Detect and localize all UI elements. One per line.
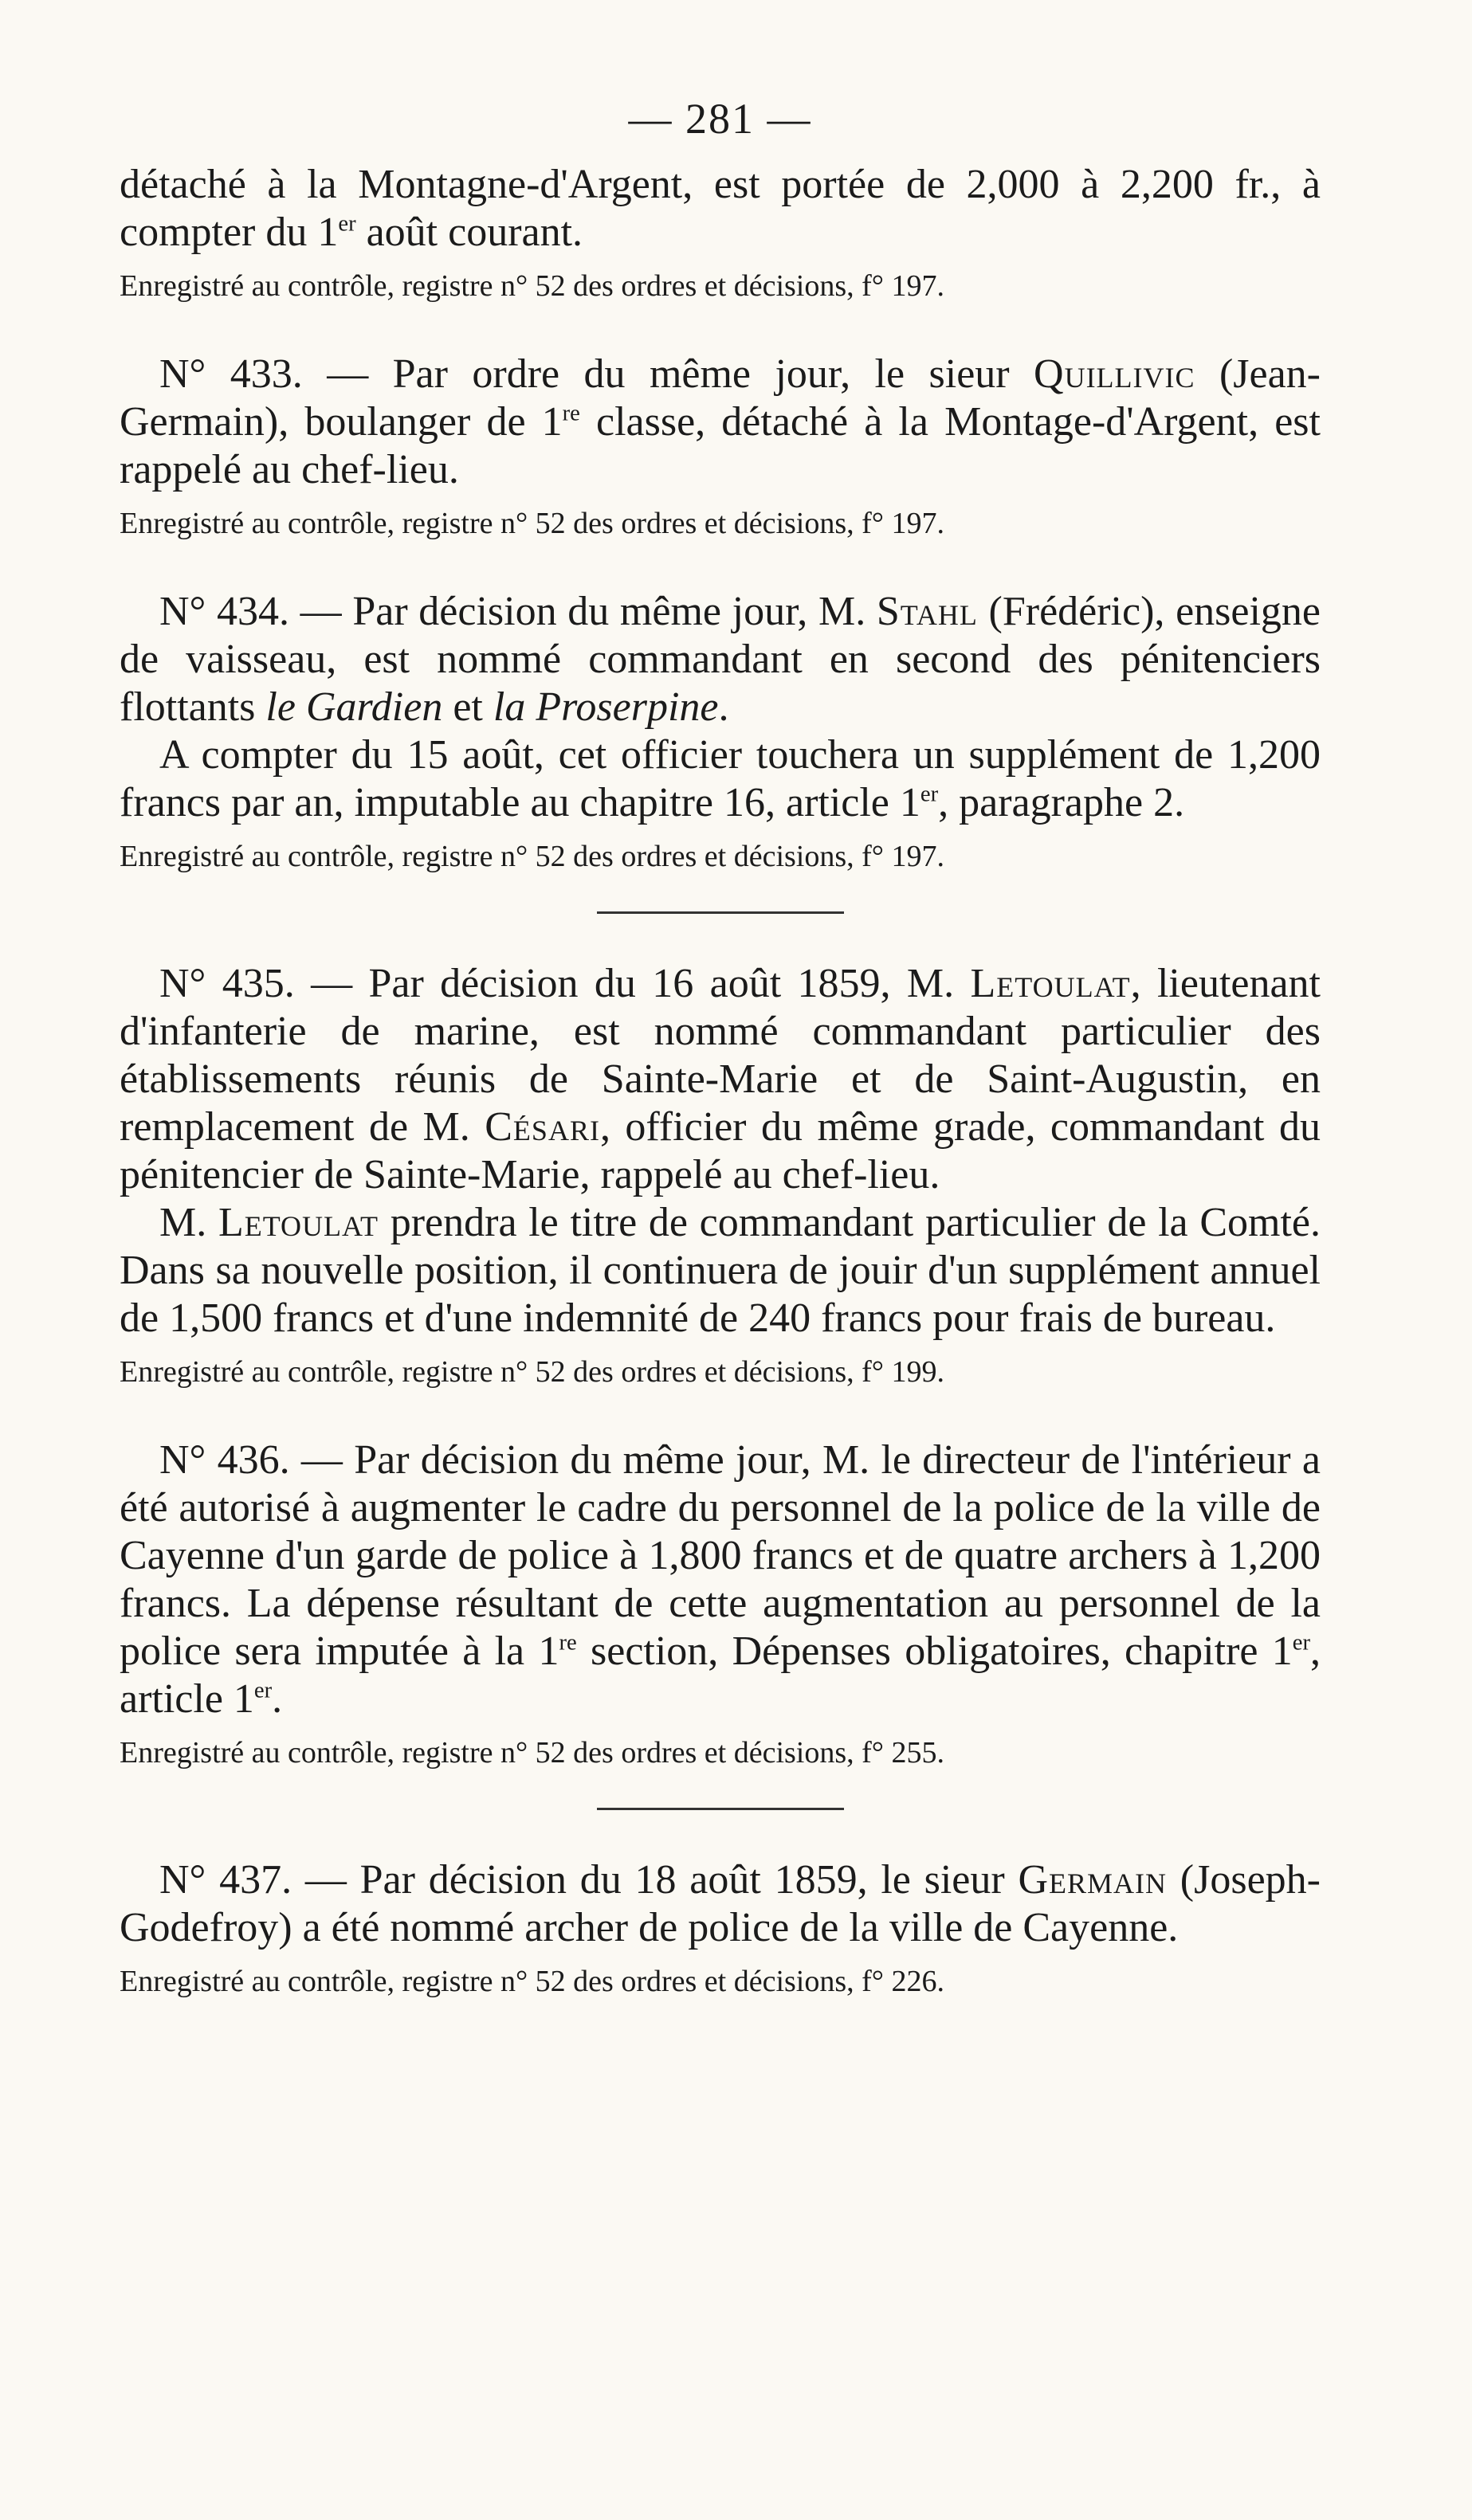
entry-text: , paragraphe 2.: [938, 780, 1185, 825]
entry-text: — Par décision du même jour, M.: [289, 589, 877, 634]
entry-number: N° 436.: [159, 1437, 290, 1483]
entry-paragraph: [120, 731, 1321, 827]
entry-text: , officier du même grade, commandant du pénitencier de Sainte-Marie, rappelé au chef-lieu.: [120, 1104, 1321, 1197]
section-divider: [597, 1808, 844, 1810]
entry-text: classe, détaché à la Montage-d'Argent, est rappelé au chef-lieu.: [120, 399, 1321, 492]
entry-text: (Jean-Germain), boulanger de 1: [120, 351, 1321, 445]
entry-paragraph: [120, 1199, 1321, 1342]
entry-number: N° 434.: [159, 589, 290, 634]
continuation-text: détaché à la Montagne-d'Argent, est portée de 2,000 à 2,200 fr., à compter du: [120, 162, 1321, 255]
entry-number: N° 435.: [159, 961, 295, 1006]
section-divider: [597, 911, 844, 914]
ordinal-suffix: er: [1292, 1630, 1310, 1656]
entry-437: [120, 1856, 1321, 2000]
entry-text: .: [272, 1676, 283, 1722]
entry-435: [120, 960, 1321, 1390]
entry-433: [120, 351, 1321, 542]
entry-number: N° 437.: [159, 1857, 292, 1903]
ordinal-suffix: re: [562, 401, 580, 426]
registration-note: Enregistré au contrôle, registre n° 52 des ordres et décisions, f° 226.: [120, 1965, 944, 1998]
entry-text: , lieutenant d'infanterie de marine, est nommé commandant particulier des établissements réunis de Sainte-Marie et de Saint-Augustin, en remplacement de M.: [120, 961, 1321, 1150]
registration-note: Enregistré au contrôle, registre n° 52 des ordres et décisions, f° 197.: [120, 269, 944, 303]
ordinal-suffix: re: [559, 1630, 577, 1656]
entry-paragraph: [120, 351, 1321, 494]
entry-text: section, Dépenses obligatoires, chapitre 1: [576, 1628, 1293, 1674]
continuation-ordinal: er: [338, 211, 356, 237]
person-name: Quillivic: [1034, 351, 1195, 397]
entry-paragraph: [120, 588, 1321, 731]
person-name: Letoulat: [218, 1200, 379, 1245]
registration-note: Enregistré au contrôle, registre n° 52 des ordres et décisions, f° 197.: [120, 507, 944, 540]
continuation-text-end: août courant.: [355, 210, 583, 255]
entry-text: (Joseph-Godefroy) a été nommé archer de police de la ville de Cayenne.: [120, 1857, 1321, 1950]
entry-text: .: [718, 684, 729, 730]
page-number: — 281 —: [628, 95, 812, 143]
entry-text: A compter du 15 août, cet officier touchera un supplément de 1,200 francs par an, imputable au chapitre 16, article 1: [120, 732, 1321, 825]
entry-434: [120, 588, 1321, 875]
entry-paragraph: [120, 960, 1321, 1199]
person-name: Letoulat: [970, 961, 1131, 1006]
ship-name: la Proserpine: [493, 684, 719, 730]
person-name: Césari: [485, 1104, 600, 1150]
registration-note: Enregistré au contrôle, registre n° 52 des ordres et décisions, f° 197.: [120, 840, 944, 873]
entry-text: — Par décision du 18 août 1859, le sieur: [292, 1857, 1019, 1903]
entry-text: et: [442, 684, 493, 730]
entry-text: prendra le titre de commandant particulier de la Comté. Dans sa nouvelle position, il continuera de jouir d'un supplément annuel de 1,500 francs et d'une indemnité de 240 francs pour frais de bureau.: [120, 1200, 1321, 1341]
continuation-day: 1: [317, 210, 339, 255]
entry-text: — Par ordre du même jour, le sieur: [302, 351, 1034, 397]
entry-text: , article 1: [120, 1628, 1321, 1722]
ship-name: le Gardien: [265, 684, 443, 730]
person-name: Germain: [1018, 1857, 1168, 1903]
registration-note: Enregistré au contrôle, registre n° 52 des ordres et décisions, f° 199.: [120, 1355, 944, 1389]
entry-text: — Par décision du 16 août 1859, M.: [294, 961, 971, 1006]
person-name: Stahl: [876, 589, 978, 634]
entry-436: [120, 1436, 1321, 1771]
entry-text: — Par décision du même jour, M. le directeur de l'intérieur a été autorisé à augmenter le cadre du personnel de la police de la ville de Cayenne d'un garde de police à 1,800 francs et de quatre archers à 1,200 francs. La dépense résultant de cette augmentation au personnel de la police sera imputée à la 1: [120, 1437, 1321, 1674]
ordinal-suffix: er: [253, 1678, 273, 1703]
entry-number: N° 433.: [159, 351, 303, 397]
entry-paragraph: [120, 1436, 1321, 1723]
entry-paragraph: [120, 1856, 1321, 1952]
registration-note: Enregistré au contrôle, registre n° 52 des ordres et décisions, f° 255.: [120, 1736, 944, 1769]
ordinal-suffix: er: [920, 782, 939, 807]
continuation-paragraph: [120, 161, 1321, 257]
entry-text: (Frédéric), enseigne de vaisseau, est nommé commandant en second des pénitenciers flottants: [120, 589, 1321, 730]
entry-text: M.: [159, 1200, 218, 1245]
